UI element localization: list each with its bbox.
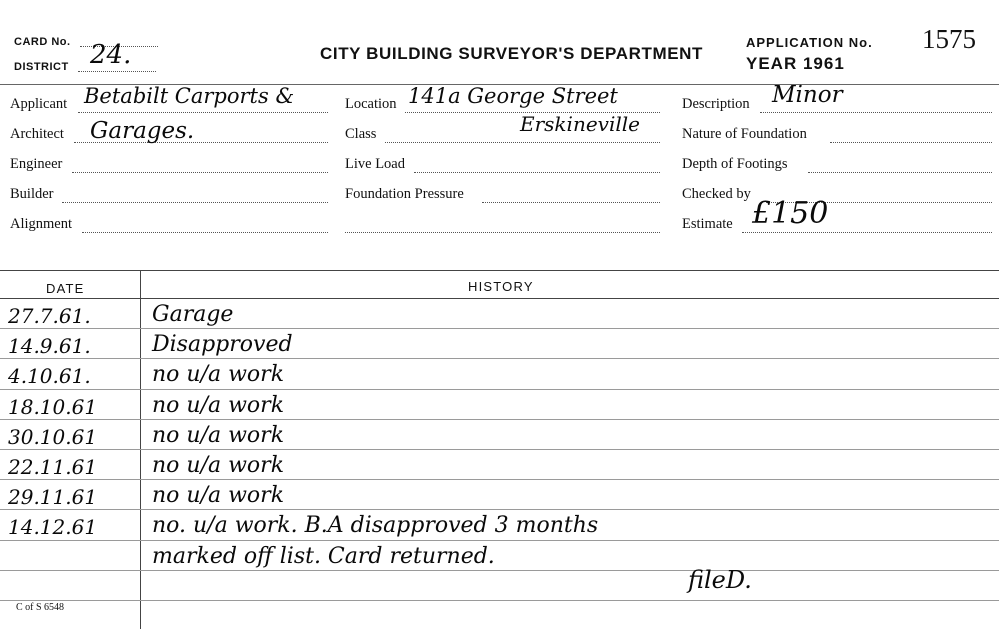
- history-entry: no. u/a work. B.A disapproved 3 months: [152, 513, 599, 538]
- builder-line: [62, 202, 328, 203]
- estimate-line: [742, 232, 992, 233]
- department-title: CITY BUILDING SURVEYOR'S DEPARTMENT: [320, 44, 704, 63]
- foundation-pressure-line: [482, 202, 660, 203]
- history-initials: fileD.: [688, 566, 752, 594]
- engineer-label: Engineer: [10, 156, 63, 172]
- applicant-value: Betabilt Carports &: [84, 84, 295, 108]
- history-date: 27.7.61.: [8, 304, 91, 328]
- application-no-label: APPLICATION No.: [746, 35, 873, 50]
- live-load-label: Live Load: [345, 156, 405, 172]
- history-entry: no u/a work: [152, 423, 285, 448]
- location-label: Location: [345, 96, 397, 112]
- history-date: 4.10.61.: [8, 364, 91, 388]
- description-label: Description: [682, 96, 750, 112]
- depth-of-footings-line: [808, 172, 992, 173]
- class-line: [385, 142, 660, 143]
- district-line: [78, 71, 156, 72]
- depth-of-footings-label: Depth of Footings: [682, 156, 788, 172]
- history-date: 14.12.61: [8, 515, 98, 539]
- builder-label: Builder: [10, 186, 54, 202]
- history-top-rule: [0, 270, 999, 271]
- history-row-rule: [0, 570, 999, 571]
- history-entry: Disapproved: [152, 332, 293, 357]
- history-column-header: HISTORY: [468, 279, 534, 294]
- history-entry: marked off list. Card returned.: [152, 544, 495, 569]
- location-value: 141a George Street: [408, 84, 618, 108]
- alignment-label: Alignment: [10, 216, 73, 232]
- applicant-label: Applicant: [10, 96, 68, 112]
- history-row-rule: [0, 540, 999, 541]
- estimate-label: Estimate: [682, 216, 733, 232]
- district-label: DISTRICT: [14, 61, 69, 73]
- history-date: 30.10.61: [8, 425, 98, 449]
- class-label: Class: [345, 126, 377, 142]
- history-entry: no u/a work: [152, 362, 285, 387]
- description-value: Minor: [772, 82, 843, 108]
- history-row-rule: [0, 479, 999, 480]
- foundation-pressure-label: Foundation Pressure: [345, 186, 464, 202]
- history-row-rule: [0, 449, 999, 450]
- history-header-rule: [0, 298, 999, 299]
- history-entry: no u/a work: [152, 453, 285, 478]
- history-row-rule: [0, 419, 999, 420]
- architect-value: Garages.: [90, 118, 195, 144]
- history-date: 22.11.61: [8, 455, 98, 479]
- form-code: C of S 6548: [16, 602, 65, 613]
- location-value-2: Erskineville: [520, 112, 640, 136]
- history-entry: no u/a work: [152, 483, 285, 508]
- history-row-rule: [0, 509, 999, 510]
- live-load-line: [414, 172, 660, 173]
- history-row-rule: [0, 328, 999, 329]
- history-row-rule: [0, 358, 999, 359]
- application-number: 1575: [922, 24, 976, 54]
- year-label: YEAR 1961: [746, 54, 845, 73]
- engineer-line: [72, 172, 328, 173]
- district-value: 24.: [90, 40, 132, 70]
- history-date: 18.10.61: [8, 395, 98, 419]
- history-row-rule: [0, 389, 999, 390]
- nature-of-foundation-line: [830, 142, 992, 143]
- description-line: [760, 112, 992, 113]
- checked-by-label: Checked by: [682, 186, 751, 202]
- history-entry: no u/a work: [152, 393, 285, 418]
- estimate-value: £150: [752, 196, 829, 231]
- nature-of-foundation-label: Nature of Foundation: [682, 126, 807, 142]
- card-no-label: CARD No.: [14, 36, 71, 48]
- history-date: 29.11.61: [8, 485, 98, 509]
- architect-label: Architect: [10, 126, 64, 142]
- history-row-rule: [0, 600, 999, 601]
- history-date: 14.9.61.: [8, 334, 91, 358]
- date-column-header: DATE: [46, 281, 85, 296]
- history-entry: Garage: [152, 302, 234, 327]
- applicant-line: [78, 112, 328, 113]
- middle-blank-line: [345, 232, 660, 233]
- alignment-line: [82, 232, 328, 233]
